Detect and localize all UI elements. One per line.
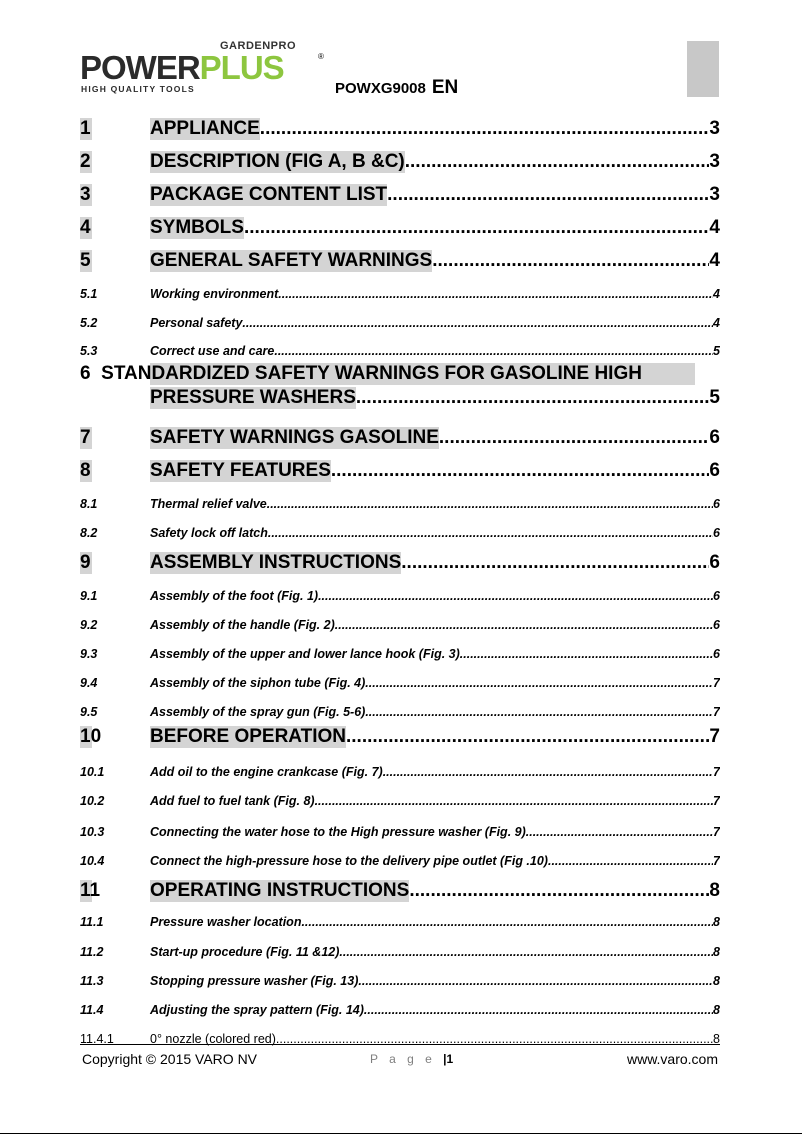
toc-entry-9-3[interactable] [80,647,720,661]
toc-entry-number: 5 [80,250,150,272]
toc-entry-page: 7 [709,726,720,747]
toc-entry-title: Safety lock off latch [150,526,268,540]
toc-entry-10-4[interactable] [80,854,720,868]
toc-entry-number: 10.1 [80,765,105,779]
toc-entry-2[interactable] [80,151,720,173]
toc-leader-dots [331,460,710,482]
toc-leader-dots [358,974,713,988]
toc-entry-number: 11.4.1 [80,1032,114,1046]
toc-entry-6-line2 [150,387,720,409]
toc-entry-5-1[interactable] [80,287,720,301]
toc-entry-title: Add oil to the engine crankcase (Fig. 7) [150,765,383,779]
toc-entry-page: 7 [713,705,720,719]
toc-entry-title: Connect the high-pressure hose to the delivery pipe outlet (Fig .10) [150,854,548,868]
toc-entry-number: 4 [80,217,150,239]
logo-registered-mark: ® [318,52,324,61]
model-number: POWXG9008 [335,80,426,97]
toc-entry-number: 9 [80,552,150,574]
toc-entry-page: 3 [709,118,720,139]
logo-plus: PLUS [199,49,284,86]
toc-entry-number: 7 [80,427,150,449]
toc-entry-number: 5.1 [80,287,98,301]
toc-entry-number: 9.1 [80,589,98,603]
toc-entry-title: Pressure washer location [150,915,302,929]
toc-entry-number: 8 [80,460,150,482]
toc-entry-number: 11.4 [80,1003,104,1017]
toc-leader-dots [356,387,710,409]
toc-entry-number: 1 [80,118,150,140]
logo-power: POWER [80,49,200,86]
toc-leader-dots [244,217,709,239]
toc-entry-7[interactable] [80,427,720,449]
toc-entry-page: 8 [713,915,720,929]
toc-entry-page: 6 [713,497,720,511]
toc-entry-page: 4 [709,250,720,271]
toc-leader-dots [365,676,713,690]
toc-leader-dots [278,287,713,301]
toc-entry-page: 6 [713,618,720,632]
toc-entry-9[interactable] [80,552,720,574]
toc-entry-number: 11.3 [80,974,104,988]
language-code: EN [431,77,459,98]
toc-entry-page: 4 [713,316,720,330]
page-footer [80,1044,720,1085]
toc-entry-number: 9.5 [80,705,98,719]
toc-entry-9-1[interactable] [80,589,720,603]
footer-page-indicator [370,1052,453,1066]
toc-entry-number: 2 [80,151,150,173]
toc-leader-dots [383,765,713,779]
toc-leader-dots [526,825,713,839]
powerplus-logo [80,40,340,100]
footer-page-number: 1 [446,1052,454,1066]
toc-entry-page: 7 [713,794,720,808]
toc-entry-5-2[interactable] [80,316,720,330]
toc-entry-page: 6 [709,427,720,448]
toc-entry-title: Assembly of the handle (Fig. 2) [150,618,335,632]
toc-entry-number: 11.1 [80,915,104,929]
logo-gardenpro: GARDENPRO [220,40,297,52]
footer-copyright: Copyright © 2015 VARO NV [82,1051,258,1067]
toc-leader-dots [318,589,713,603]
toc-entry-page: 8 [713,1032,720,1046]
toc-entry-title: Personal safety [150,316,243,330]
toc-entry-page: 6 [713,526,720,540]
toc-entry-title: SAFETY WARNINGS GASOLINE [150,427,439,448]
logo-tagline: HIGH QUALITY TOOLS [81,84,195,94]
toc-entry-number: 9.2 [80,618,98,632]
toc-entry-page: 8 [713,974,720,988]
toc-entry-11[interactable] [80,880,720,902]
toc-entry-11-2[interactable] [80,945,720,959]
toc-entry-title: Add fuel to fuel tank (Fig. 8) [150,794,315,808]
toc-entry-number: 5.2 [80,316,98,330]
page-header [0,0,802,110]
toc-entry-title: Thermal relief valve [150,497,267,511]
toc-leader-dots [346,726,709,748]
toc-entry-number: 9.3 [80,647,98,661]
toc-entry-6-title-line2: PRESSURE WASHERS [150,387,356,408]
toc-leader-dots [365,705,713,719]
toc-leader-dots [242,316,713,330]
toc-entry-title: SYMBOLS [150,217,244,238]
toc-leader-dots [364,1003,713,1017]
toc-entry-3[interactable] [80,184,720,206]
toc-leader-dots [405,151,710,173]
toc-entry-6-title-line1: STANDARDIZED SAFETY WARNINGS FOR GASOLINE HIGH [101,363,642,384]
toc-entry-4[interactable] [80,217,720,239]
toc-leader-dots [274,344,713,358]
toc-entry-number: 11.2 [80,945,104,959]
toc-entry-1[interactable] [80,118,720,140]
toc-leader-dots [387,184,709,206]
toc-leader-dots [548,854,713,868]
toc-entry-page: 4 [713,287,720,301]
toc-entry-page: 6 [713,589,720,603]
toc-entry-page: 8 [713,945,720,959]
toc-entry-title: Assembly of the siphon tube (Fig. 4) [150,676,366,690]
toc-entry-11-4[interactable] [80,1003,720,1017]
model-title [335,77,458,99]
toc-leader-dots [260,118,710,140]
toc-entry-number: 10.4 [80,854,105,868]
toc-entry-number: 10.2 [80,794,105,808]
header-gray-tab [687,41,719,97]
toc-entry-8-2[interactable] [80,526,720,540]
toc-entry-10-2[interactable] [80,794,720,808]
footer-page-separator: | [443,1052,447,1066]
toc-entry-8-1[interactable] [80,497,720,511]
toc-entry-number: 10.3 [80,825,105,839]
toc-entry-number: 8.2 [80,526,98,540]
toc-entry-title: BEFORE OPERATION [150,726,346,747]
toc-entry-number: 3 [80,184,150,206]
toc-entry-page: 7 [713,765,720,779]
footer-page-label: P a g e [370,1052,436,1066]
toc-entry-9-2[interactable] [80,618,720,632]
toc-entry-9-4[interactable] [80,676,720,690]
toc-entry-title: Assembly of the foot (Fig. 1) [150,589,319,603]
toc-leader-dots [268,526,713,540]
toc-entry-page: 6 [709,460,720,481]
footer-website[interactable]: www.varo.com [626,1051,718,1067]
toc-entry-8[interactable] [80,460,720,482]
toc-entry-title: Connecting the water hose to the High pressure washer (Fig. 9) [150,825,526,839]
toc-entry-page: 6 [713,647,720,661]
toc-leader-dots [267,497,713,511]
toc-entry-6-page: 5 [709,387,720,408]
toc-entry-11-1[interactable] [80,915,720,929]
toc-entry-10-1[interactable] [80,765,720,779]
toc-leader-dots [339,945,713,959]
toc-entry-11-3[interactable] [80,974,720,988]
toc-leader-dots [439,427,710,449]
toc-entry-number: 5.3 [80,344,98,358]
toc-entry-page: 4 [709,217,720,238]
toc-entry-title: Stopping pressure washer (Fig. 13) [150,974,359,988]
toc-entry-number: 8.1 [80,497,98,511]
toc-leader-dots [432,250,709,272]
toc-entry-title: Adjusting the spray pattern (Fig. 14) [150,1003,364,1017]
toc-entry-title: 0° nozzle (colored red) [150,1032,276,1046]
toc-entry-page: 8 [709,880,720,901]
toc-entry-page: 5 [713,344,720,358]
toc-entry-page: 8 [713,1003,720,1017]
toc-entry-page: 3 [709,151,720,172]
toc-entry-title: Assembly of the spray gun (Fig. 5-6) [150,705,366,719]
toc-entry-title: Start-up procedure (Fig. 11 &12) [150,945,340,959]
toc-entry-6-number: 6 [80,363,91,384]
toc-leader-dots [409,880,709,902]
toc-entry-title: APPLIANCE [150,118,260,139]
toc-entry-10[interactable] [80,726,720,748]
toc-entry-6-line1 [80,363,695,385]
toc-leader-dots [301,915,713,929]
toc-entry-page: 3 [709,184,720,205]
toc-entry-title: DESCRIPTION (FIG A, B &C) [150,151,405,172]
toc-entry-number: 10 [80,726,150,748]
toc-entry-number: 9.4 [80,676,98,690]
toc-entry-title: GENERAL SAFETY WARNINGS [150,250,433,271]
toc-leader-dots [315,794,713,808]
toc-entry-9-5[interactable] [80,705,720,719]
toc-entry-page: 7 [713,854,720,868]
toc-entry-10-3[interactable] [80,825,720,839]
toc-entry-page: 7 [713,825,720,839]
toc-leader-dots [335,618,713,632]
toc-entry-title: OPERATING INSTRUCTIONS [150,880,410,901]
toc-entry-page: 7 [713,676,720,690]
toc-entry-title: Assembly of the upper and lower lance hook (Fig. 3) [150,647,460,661]
toc-entry-5[interactable] [80,250,720,272]
bottom-divider [0,1133,802,1134]
toc-entry-title: Correct use and care [150,344,275,358]
toc-entry-title: Working environment [150,287,279,301]
toc-entry-title: PACKAGE CONTENT LIST [150,184,388,205]
toc-leader-dots [401,552,709,574]
toc-entry-number: 11 [80,880,150,902]
toc-entry-title: ASSEMBLY INSTRUCTIONS [150,552,402,573]
toc-entry-title: SAFETY FEATURES [150,460,331,481]
toc-leader-dots [460,647,713,661]
toc-entry-5-3[interactable] [80,344,720,358]
logo-wordmark [80,50,284,86]
toc-entry-page: 6 [709,552,720,573]
